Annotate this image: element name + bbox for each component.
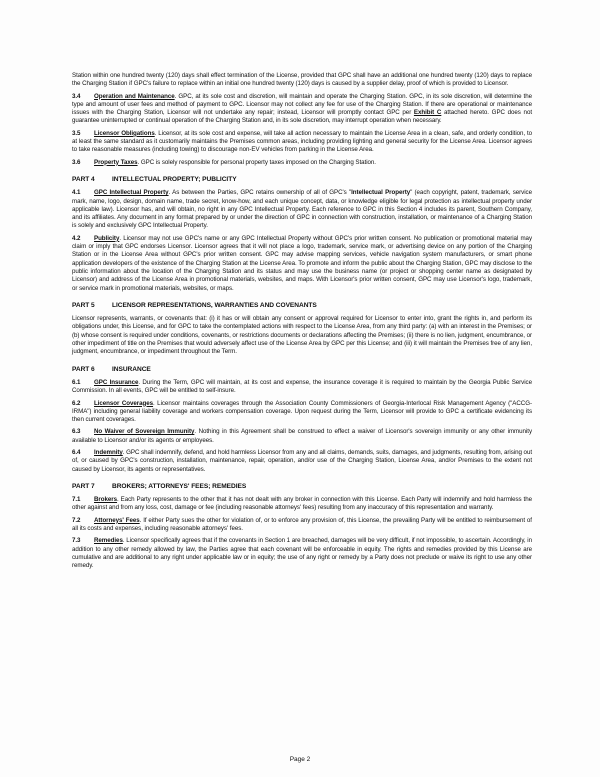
section-title: Publicity [94,234,120,242]
part-4-heading [72,176,532,184]
part-number: PART 7 [72,482,95,490]
section-text: . Licensor maintains coverages through the Association County Commissioners of Georgia-Interlocal Risk Management Agency ("ACCG-IRMA") including general liability coverage and workers compensation coverage. Upon request during the Term, Licensor will provide to GPC a certificate evidencing its then current coverages. [72,399,532,424]
section-number: 6.4 [72,448,81,456]
part-number: PART 4 [72,175,95,183]
section-title: Property Taxes [94,158,138,166]
part-number: PART 5 [72,301,95,309]
section-number: 3.4 [72,92,81,100]
section-number: 6.3 [72,428,81,436]
section-3-4 [72,93,532,126]
part-title: LICENSOR REPRESENTATIONS, WARRANTIES AND COVENANTS [112,301,317,309]
section-text: . GPC shall indemnify, defend, and hold harmless Licensor from any and all claims, demands, suits, damages, and judgments, resulting from, arising out of, or caused by GPC's construction, installation, maintenance, repair, operation, and/or use of the Charging Station, License Area, and/or Premises to the extent not caused by Licensor, its agents or representatives. [72,448,532,473]
section-text: " (each copyright, patent, trademark, service mark, name, logo, design, domain name, trade secret, know-how, and each unique concept, data, or knowledge eligible for legal protection as intellectual property under applicable law). Licensor has, and will obtain, no right in any GPC Intellectual Property. Each reference to GPC in this Section 4 includes its parent, Southern Company, and its affiliates. Any document in any format prepared by or under the direction of GPC in connection with construction, installation, or maintenance of a Charging Station is solely and exclusively GPC Intellectual Property. [72,189,532,230]
paragraph-continuation: Station within one hundred twenty (120) days shall effect termination of the License, provided that GPC shall have an additional one hundred twenty (120) days to replace the Charging Station if GPC's failure to replace within an initial one hundred twenty (120) days is caused by a supplier delay, proof of which is provided to Licensor. [72,72,532,88]
part-title: BROKERS; ATTORNEYS' FEES; REMEDIES [112,482,247,490]
section-title: No Waiver of Sovereign Immunity [94,428,195,436]
section-number: 7.3 [72,537,81,545]
section-7-1 [72,496,532,513]
section-3-6 [72,159,532,167]
section-6-3 [72,428,532,445]
section-4-1 [72,189,532,230]
section-number: 7.2 [72,516,81,524]
section-6-1 [72,379,532,396]
part-title: INTELLECTUAL PROPERTY; PUBLICITY [112,175,237,183]
defined-term: Intellectual Property [351,189,411,197]
section-number: 7.1 [72,496,81,504]
section-text: . GPC is solely responsible for personal property taxes imposed on the Charging Station. [137,158,376,166]
section-number: 3.6 [72,158,81,166]
section-text: . Licensor may not use GPC's name or any GPC Intellectual Property without GPC's prior written consent. No publication or promotional material may claim or imply that GPC endorses Licensor. Licensor agrees that it will not place a logo, trademark, service mark, or advertising device on any portion of the Charging Station or in the License Area without GPC's prior written consent. GPC may advise mapping services, vehicle navigation system manufacturers, or smart phone application developers of the existence of the Charging Station at the License Area. To promote and inform the public about the Charging Station, GPC may disclose to the public information about the location of the Charging Station and its status and may use the business name (or project or shopping center name as designated by Licensor) and address of the License Area in promotional materials, websites, and maps. With Licensor's prior written consent, GPC may use Licensor's logo, trademark, or service mark in promotional materials, websites, or maps. [72,234,532,292]
section-text: . If either Party sues the other for violation of, or to enforce any provision of, this License, the prevailing Party will be entitled to reimbursement of all its costs and expenses, including reasonable attorneys' fees. [72,516,532,533]
section-title: Brokers [94,496,118,504]
section-title: Attorneys' Fees [94,516,140,524]
section-7-3 [72,537,532,570]
section-title: Licensor Obligations [94,129,155,137]
section-6-2 [72,400,532,425]
page-number: Page 2 [289,756,311,763]
part-number: PART 6 [72,365,95,373]
section-text: . Each Party represents to the other that it has not dealt with any broker in connection with this License. Each Party will indemnify and hold harmless the other against and from any loss, cost, damage or fee (including reasonable attorneys' fees) resulting from any inaccuracy of this representation and warranty. [72,496,532,512]
exhibit-reference: Exhibit C [413,109,442,117]
section-text: . Nothing in this Agreement shall be construed to effect a waiver of Licensor's sovereign immunity or any other immunity available to Licensor and/or its agents or employees. [72,428,532,444]
section-text: attached hereto. GPC does not guarantee uninterrupted or continual operation of the Charging Station and, in its sole discretion, may interrupt operation when necessary. [72,109,533,125]
section-number: 6.2 [72,399,81,407]
section-number: 4.2 [72,234,81,242]
part-7-heading [72,483,532,491]
section-number: 3.5 [72,129,81,137]
part-5-heading [72,302,532,310]
section-title: Operation and Maintenance [94,92,175,100]
section-text: . Licensor, at its sole cost and expense, will take all action necessary to maintain the License Area in a clean, safe, and orderly condition, to at least the same standard as it customarily maintains the Premises common areas, including providing lighting and general security for the License Area. Licensor agrees to take reasonable measures (including towing) to discourage non-EV vehicles from parking in the License Area. [72,129,533,154]
section-title: Remedies [94,537,123,545]
section-text: . Licensor specifically agrees that if the covenants in Section 1 are breached, damages will be very difficult, if not impossible, to ascertain. Accordingly, in addition to any other remedy allowed by law, the Parties agree that each covenant will be enforceable in equity. The rights and remedies provided by this License are cumulative and are additional to any right under applicable law or in equity; the use of any right or remedy by a Party does not preclude or waive its right to use any other remedy. [72,537,532,570]
section-7-2 [72,517,532,534]
section-title: GPC Insurance [94,378,139,386]
section-text: . As between the Parties, GPC retains ownership of all of GPC's " [168,189,352,197]
section-title: GPC Intellectual Property [94,189,169,197]
part-title: INSURANCE [112,365,151,373]
section-number: 6.1 [72,378,81,386]
section-title: Licensor Coverages [94,399,154,407]
section-text: . During the Term, GPC will maintain, at its cost and expense, the insurance coverage it is required to maintain by the Georgia Public Service Commission. In all events, GPC will be entitled to self-insure. [72,378,532,395]
section-text: . GPC, at its sole cost and discretion, will maintain and operate the Charging Station. GPC, in its sole discretion, will determine the type and amount of user fees and method of payment to GPC. Licensor may not collect any fee for use of the Charging Station. If there are operational or maintenance issues with the Charging Station, Licensor will not undertake any repair; instead, Licensor will promptly contact GPC per [72,92,532,117]
section-number: 4.1 [72,189,81,197]
section-4-2 [72,235,532,293]
section-6-4 [72,449,532,474]
section-3-5 [72,130,532,155]
section-title: Indemnity [94,448,123,456]
part-5-text: Licensor represents, warrants, or covenants that: (i) it has or will obtain any consent or approval required for Licensor to enter into, grant the rights in, and perform its obligations under, this License, and for GPC to take the contemplated actions with respect to the License Area, from any third party: (a) with an interest in the Premises; or (b) whose consent is required under conditions, covenants, or restrictions documents or declarations affecting the Premises; (ii) there is no lien, judgment, encumbrance, or other impediment of title on the Premises that would adversely affect use of the License Area by GPC per this License; and (iii) it will maintain the Premises free of any lien, judgment, encumbrance, or impediment throughout the Term. [72,315,533,356]
part-6-heading [72,366,532,374]
document-body [72,72,532,575]
